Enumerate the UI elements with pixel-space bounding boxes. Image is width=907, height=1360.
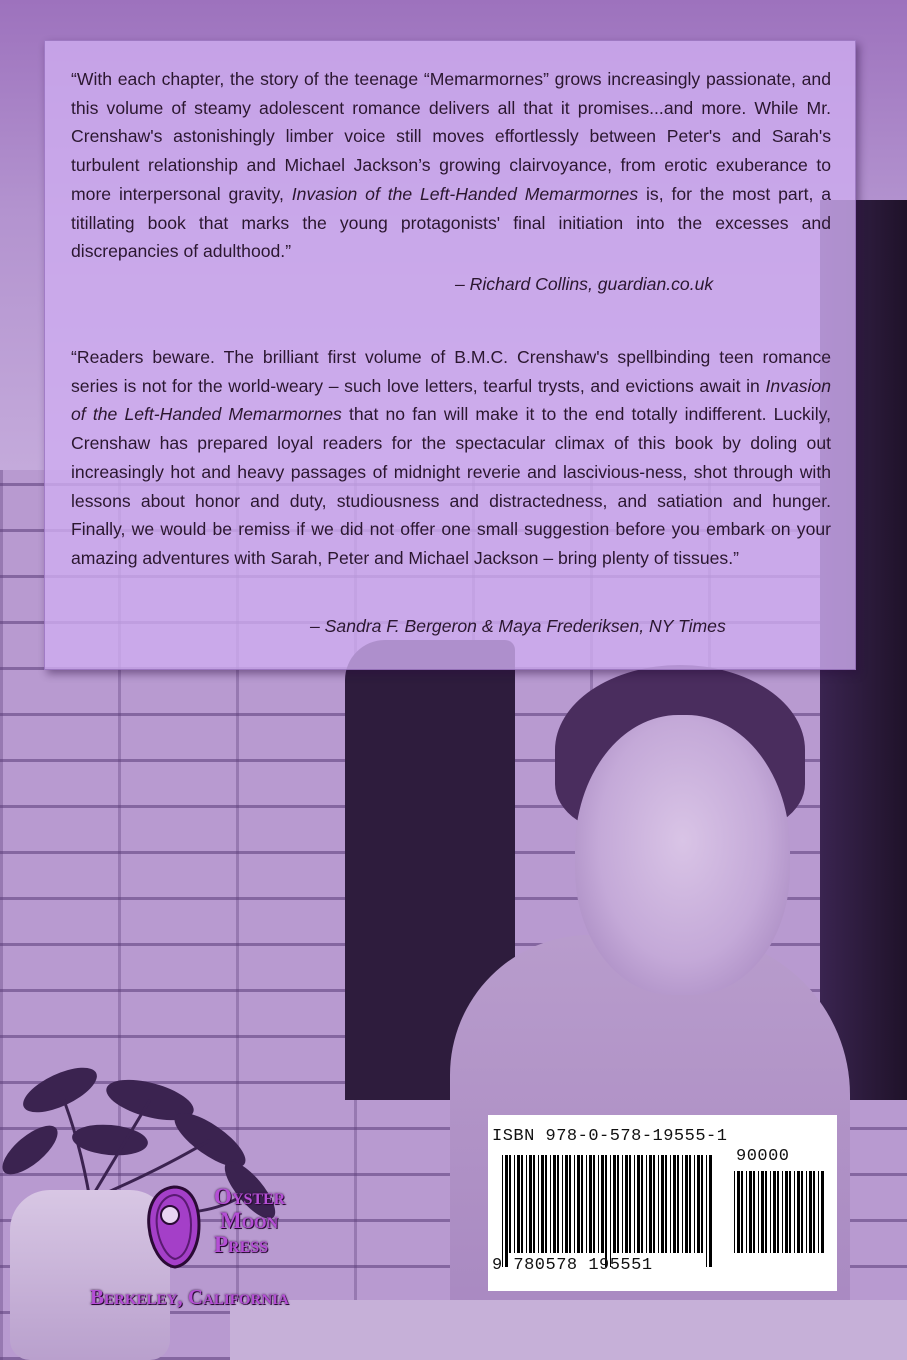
review-quote-panel (44, 40, 856, 670)
review-2-attribution: – Sandra F. Bergeron & Maya Frederiksen, NY Times (310, 616, 726, 636)
barcode-bar (646, 1155, 647, 1253)
barcode-bar (505, 1155, 508, 1267)
publisher-name-line-3: Press (214, 1232, 269, 1257)
barcode-bar (761, 1171, 764, 1253)
barcode-bar (514, 1155, 515, 1253)
barcode-bar (670, 1155, 671, 1253)
barcode-bar (557, 1155, 559, 1253)
barcode-bar (649, 1155, 652, 1253)
barcode-bar (605, 1155, 607, 1267)
barcode-bar (574, 1155, 575, 1253)
review-2-book-title: Invasion of the Left-Handed Memarmornes (71, 375, 831, 425)
barcode-bar (529, 1155, 532, 1253)
review-quote-2 (71, 343, 831, 573)
barcode-bar (797, 1171, 800, 1253)
barcode-bar (673, 1155, 676, 1253)
addon-bars (734, 1171, 826, 1267)
barcode-bar (773, 1171, 776, 1253)
barcode-bar (661, 1155, 664, 1253)
barcode-bar (706, 1155, 707, 1267)
oyster-pearl-icon (145, 1185, 203, 1269)
barcode-bar (622, 1155, 623, 1253)
barcode-bar (682, 1155, 683, 1253)
barcode-bar (806, 1171, 807, 1253)
publisher-location: Berkeley, California (90, 1285, 289, 1309)
barcode-bar (629, 1155, 631, 1253)
review-2-text-b: that no fan will make it to the end totally indifferent. Luckily, Crenshaw has prepared loyal readers for the spectacular climax of this book by doling out increasingly hot and heavy passages of midnight reverie and lascivious-ness, shot through with lessons about honor and duty, studiousness and distractedness, and satiation and hunger. Finally, we would be remiss if we did not offer one small suggestion before you embark on your amazing adventures with Sarah, Peter and Michael Jackson – bring plenty of tissues.” (71, 404, 831, 568)
barcode-bar (709, 1155, 712, 1267)
barcode-bar (658, 1155, 659, 1253)
barcode-bar (749, 1171, 752, 1253)
barcode-bar (545, 1155, 547, 1253)
barcode-bar (553, 1155, 556, 1253)
barcode-bar (789, 1171, 791, 1253)
barcode-bar (521, 1155, 523, 1253)
ean-bars (502, 1155, 712, 1267)
barcode-bar (562, 1155, 563, 1253)
barcode-bar (601, 1155, 604, 1253)
woman-face (575, 715, 790, 995)
barcode-bar (777, 1171, 779, 1253)
review-1-text-b: is, for the most part, a titillating book that marks the young protagonists' final initiation into the excesses and discrepancies of adulthood.” (71, 183, 831, 262)
publisher-name-line-1: Oyster (214, 1184, 286, 1209)
barcode-bar (765, 1171, 767, 1253)
review-1-attribution: – Richard Collins, guardian.co.uk (455, 274, 714, 294)
barcode-bar (653, 1155, 655, 1253)
barcode-bar (565, 1155, 568, 1253)
barcode-bar (502, 1155, 503, 1267)
barcode-bar (677, 1155, 679, 1253)
barcode-bar (526, 1155, 527, 1253)
barcode-bar (634, 1155, 635, 1253)
review-quote-1 (71, 65, 831, 266)
barcode-bar (641, 1155, 643, 1253)
barcode-bar (758, 1171, 759, 1253)
barcode-bar (697, 1155, 700, 1253)
barcode-bar (813, 1171, 815, 1253)
barcode-bar (625, 1155, 628, 1253)
review-1-book-title: Invasion of the Left-Handed Memarmornes (291, 183, 639, 204)
barcode-bar (533, 1155, 535, 1253)
barcode-bar (517, 1155, 520, 1253)
barcode-bar (541, 1155, 544, 1253)
barcode-bar (741, 1171, 743, 1253)
barcode-bar (589, 1155, 592, 1253)
barcode-bar (550, 1155, 551, 1253)
barcode-bar (613, 1155, 616, 1253)
barcode-bar (509, 1155, 511, 1253)
barcode-bar (801, 1171, 803, 1253)
review-1-text-a: “With each chapter, the story of the teenage “Memarmornes” grows increasingly passionate, and this volume of steamy adolescent romance delivers all that it promises...and more. While Mr. Crenshaw's astonishingly limber voice still moves effortlessly between Peter's and Sarah's turbulent relationship and Michael Jackson’s growing clairvoyance, from erotic exuberance to more interpersonal gravity, (71, 69, 831, 204)
ean-digits: 9 780578 195551 (492, 1256, 653, 1275)
barcode-bar (821, 1171, 824, 1253)
barcode-bar (701, 1155, 703, 1253)
barcode-bar (593, 1155, 595, 1253)
barcode-bar (665, 1155, 667, 1253)
barcode-bar (737, 1171, 740, 1253)
barcode-bar (782, 1171, 783, 1253)
barcode-bar (818, 1171, 819, 1253)
barcode-bar (637, 1155, 640, 1253)
barcode-bar (746, 1171, 747, 1253)
barcode-bar (794, 1171, 795, 1253)
barcode-bar (685, 1155, 688, 1253)
barcode-bar (586, 1155, 587, 1253)
barcode-bar (598, 1155, 599, 1253)
barcode-bar (617, 1155, 619, 1253)
barcode-bar (694, 1155, 695, 1253)
barcode-bar (753, 1171, 755, 1253)
barcode-bar (785, 1171, 788, 1253)
barcode-bar (538, 1155, 539, 1253)
isbn-barcode (488, 1115, 837, 1291)
barcode-bar (569, 1155, 571, 1253)
isbn-label: ISBN 978-0-578-19555-1 (492, 1127, 728, 1146)
price-code: 90000 (736, 1147, 790, 1166)
publisher-logo (90, 1185, 370, 1325)
publisher-name-line-2: Moon (220, 1208, 279, 1233)
barcode-bar (770, 1171, 771, 1253)
publisher-name (214, 1185, 285, 1257)
barcode-bar (734, 1171, 735, 1253)
barcode-bar (809, 1171, 812, 1253)
barcode-bar (689, 1155, 691, 1253)
review-2-text-a: “Readers beware. The brilliant first volume of B.M.C. Crenshaw's spellbinding teen romance series is not for the world-weary – such love letters, tearful trysts, and evictions await in (71, 347, 831, 396)
barcode-bar (581, 1155, 583, 1253)
barcode-bar (577, 1155, 580, 1253)
barcode-bar (610, 1155, 611, 1267)
